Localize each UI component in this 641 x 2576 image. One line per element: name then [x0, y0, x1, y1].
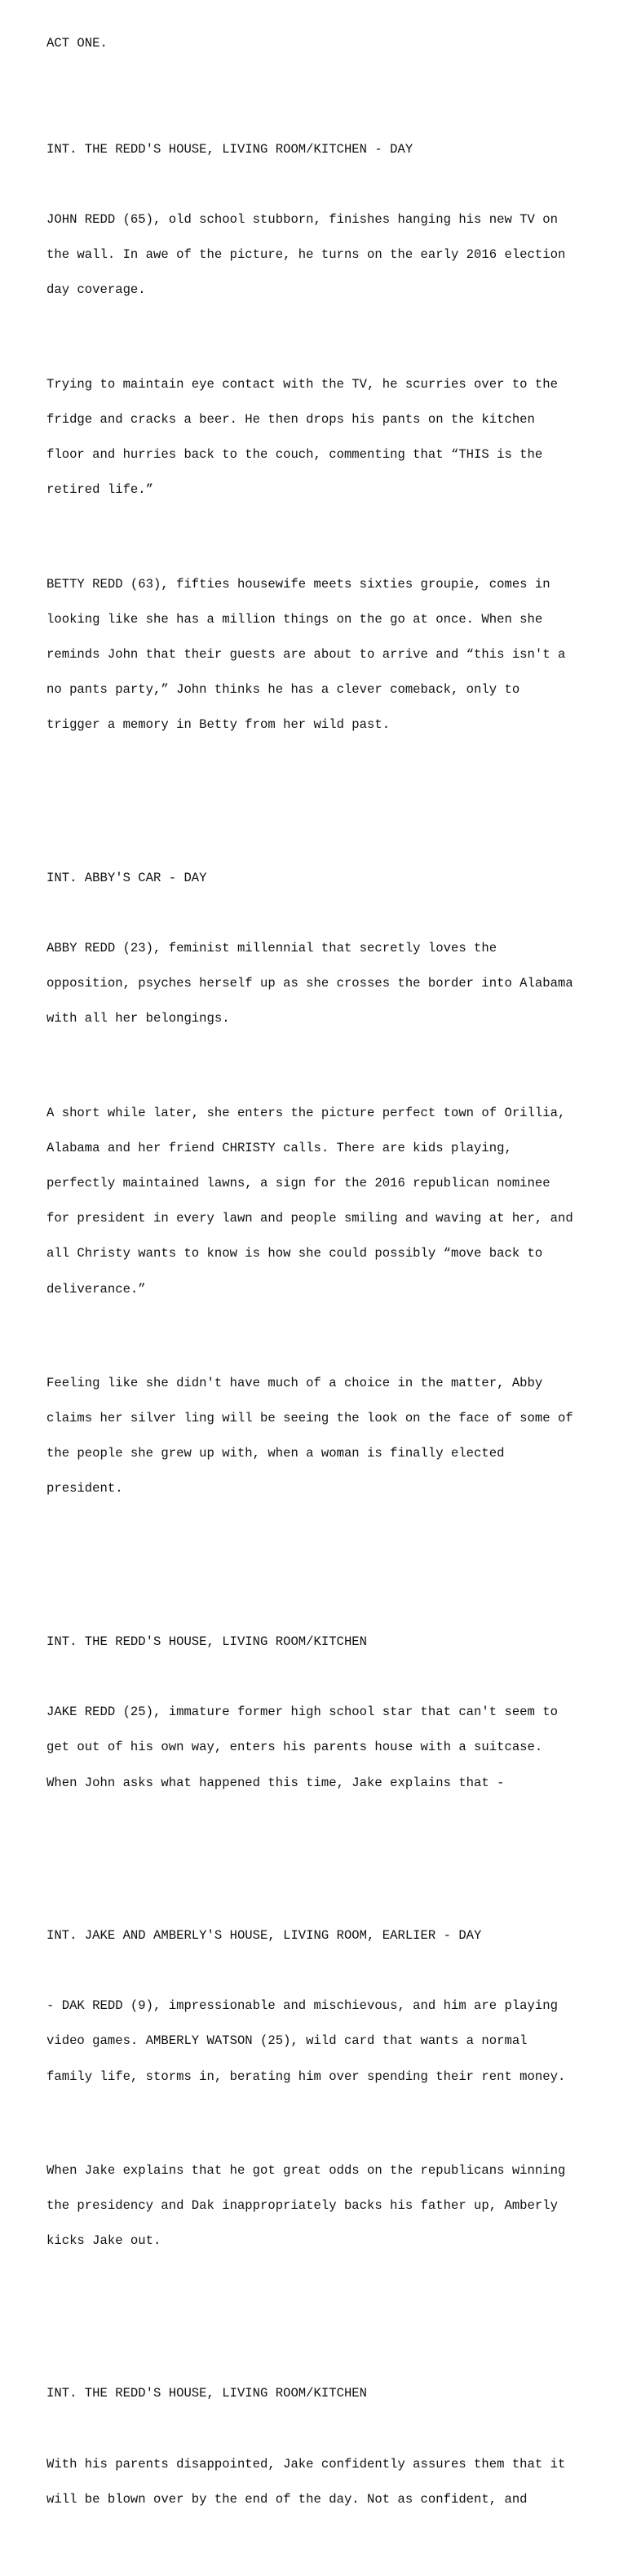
action-line: Feeling like she didn't have much of a choice in the matter, Abby — [46, 1375, 543, 1390]
action-line: A short while later, she enters the picture perfect town of Orillia, — [46, 1105, 566, 1120]
action-paragraph — [46, 919, 617, 1048]
scene-heading: INT. THE REDD'S HOUSE, LIVING ROOM/KITCHEN - DAY — [46, 141, 413, 157]
scene-heading: INT. ABBY'S CAR - DAY — [46, 870, 207, 885]
action-paragraph — [46, 2435, 617, 2529]
action-line: the presidency and Dak inappropriately backs his father up, Amberly — [46, 2197, 558, 2213]
action-line: family life, storms in, berating him over spending their rent money. — [46, 2068, 566, 2084]
action-line: - DAK REDD (9), impressionable and mischievous, and him are playing — [46, 1998, 558, 2014]
action-line: the wall. In awe of the picture, he turns on the early 2016 election — [46, 247, 566, 263]
action-line: fridge and cracks a beer. He then drops his pants on the kitchen — [46, 411, 535, 427]
action-line: Alabama and her friend CHRISTY calls. There are kids playing, — [46, 1140, 512, 1155]
action-line: floor and hurries back to the couch, commenting that “THIS is the — [46, 447, 543, 463]
action-line: get out of his own way, enters his parents house with a suitcase. — [46, 1740, 543, 1755]
action-paragraph — [46, 1084, 617, 1319]
action-line: JOHN REDD (65), old school stubborn, finishes hanging his new TV on — [46, 212, 558, 228]
action-line: with all her belongings. — [46, 1011, 230, 1026]
action-line: Trying to maintain eye contact with the TV, he scurries over to the — [46, 376, 558, 392]
action-paragraph — [46, 555, 617, 755]
scene-heading: INT. THE REDD'S HOUSE, LIVING ROOM/KITCHEN — [46, 1634, 368, 1649]
action-line: retired life.” — [46, 482, 154, 498]
scene-heading: INT. THE REDD'S HOUSE, LIVING ROOM/KITCHEN — [46, 2386, 368, 2401]
action-paragraph — [46, 1354, 617, 1519]
action-paragraph — [46, 1976, 617, 2105]
action-line: When John asks what happened this time, Jake explains that - — [46, 1775, 505, 1790]
action-line: opposition, psyches herself up as she crosses the border into Alabama — [46, 976, 573, 991]
scene-heading: INT. JAKE AND AMBERLY'S HOUSE, LIVING ROOM, EARLIER - DAY — [46, 1927, 482, 1943]
action-line: day coverage. — [46, 282, 146, 298]
screenplay-page — [46, 14, 617, 2576]
action-line: the people she grew up with, when a woman is finally elected — [46, 1446, 505, 1461]
scene — [46, 120, 617, 801]
action-line: no pants party,” John thinks he has a clever comeback, only to — [46, 682, 520, 698]
scene — [46, 1906, 617, 2317]
action-line: claims her silver ling will be seeing the look on the face of some of — [46, 1411, 573, 1426]
action-line: video games. AMBERLY WATSON (25), wild card that wants a normal — [46, 2033, 528, 2049]
action-line: for president in every lawn and people smiling and waving at her, and — [46, 1211, 573, 1226]
action-paragraph — [46, 1683, 617, 1811]
scene — [46, 1612, 617, 1859]
action-line: ABBY REDD (23), feminist millennial that secretly loves the — [46, 940, 497, 955]
action-line: looking like she has a million things on the go at once. When she — [46, 611, 543, 627]
action-line: reminds John that their guests are about to arrive and “this isn't a — [46, 646, 566, 662]
action-line: When Jake explains that he got great odds on the republicans winning — [46, 2162, 566, 2178]
action-line: deliverance.” — [46, 1281, 146, 1297]
act-heading: ACT ONE. — [46, 35, 108, 51]
action-line: will be blown over by the end of the day. Not as confident, and — [46, 2492, 528, 2507]
scene — [46, 849, 617, 1566]
action-line: BETTY REDD (63), fifties housewife meets sixties groupie, comes in — [46, 576, 550, 592]
action-paragraph — [46, 190, 617, 319]
action-line: kicks Jake out. — [46, 2233, 161, 2249]
action-line: all Christy wants to know is how she could possibly “move back to — [46, 1246, 543, 1261]
action-line: JAKE REDD (25), immature former high school star that can't seem to — [46, 1705, 558, 1720]
action-paragraph — [46, 355, 617, 520]
scene — [46, 2365, 617, 2565]
action-line: perfectly maintained lawns, a sign for the 2016 republican nominee — [46, 1176, 550, 1190]
action-line: president. — [46, 1481, 123, 1496]
action-line: trigger a memory in Betty from her wild past. — [46, 717, 391, 733]
action-line: With his parents disappointed, Jake confidently assures them that it — [46, 2456, 566, 2472]
action-paragraph — [46, 2141, 617, 2270]
